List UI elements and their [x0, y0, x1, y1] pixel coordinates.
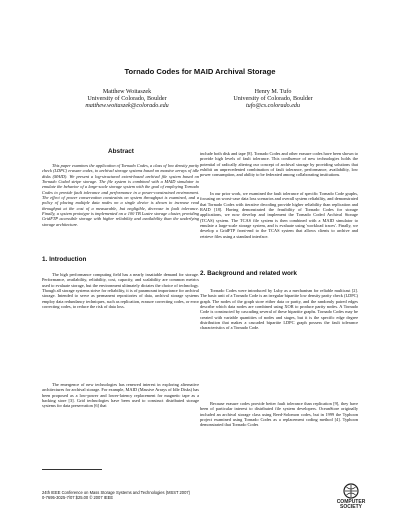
author-block — [188, 89, 358, 111]
author-email: matthew.woitaszek@colorado.edu — [85, 103, 169, 110]
author-block — [42, 89, 212, 111]
footer-divider — [42, 469, 102, 470]
intro-paragraph: The emergence of new technologies has renewed interest in exploring alternative architectures for archival storage. For example, MAID (Massive Arrays of Idle Disks) has been proposed as a low-power and lower-latency replacement for magnetic tape as a backing store [3]. Grid technologies have been used to construct distributed storage systems for data preservation [6] that — [42, 382, 199, 409]
logo-wordmark — [318, 500, 384, 511]
abstract-heading: Abstract — [108, 148, 134, 155]
intro-paragraph: The high performance computing field has a nearly insatiable demand for storage. Performance, availability, reliability, cost, capacity, and scalability are common metrics used to evaluate storage, but the environment ultimately dictates the choice of technology. Though all storage systems strive for reliability, it is of paramount importance for archival storage. Intended to serve as permanent repositories of data, archival storage systems employ data redundancy techniques, such as replication, erasure correcting codes, or error correcting codes, to reduce the risk of data loss. — [42, 272, 199, 310]
body-paragraph: include both disk and tape [8]. Tornado Codes and other erasure codes have been shown to provide high levels of fault tolerance. This confluence of new technologies holds the potential of radically altering our concept of archival storage by providing solutions that exhibit an unprecedented combination of fault tolerance, performance, availability, low power consumption, and ability to be federated among collaborating institutions. — [200, 151, 358, 178]
body-paragraph: In our prior work, we examined the fault tolerance of specific Tornado Code graphs, focusing on worst-case data loss scenarios and overall system reliability, and demonstrated that Tornado Codes with iterative decoding provide higher reliability than replication and RAID [18]. Having demonstrated the feasibility of Tornado Codes for storage applications, we now develop and implement the Tornado Coded Archival Storage (TCAS) system. The TCAS file system is then combined with a MAID simulator to emulate a large-scale storage system, and is evaluate using 'workload traces'. Finally, we develop a GridFTP front-end to the TCAS system that allows clients to archive and retrieve files using a standard interface. — [200, 191, 358, 239]
section-heading-background: 2. Background and related work — [200, 270, 297, 277]
footer-citation — [42, 490, 262, 500]
author-email: tufo@cs.colorado.edu — [245, 103, 300, 110]
author-name: Henry M. Tufo — [254, 89, 292, 95]
author-affiliation: University of Colorado, Boulder — [87, 96, 167, 103]
paper-title: Tornado Codes for MAID Archival Storage — [124, 67, 276, 76]
background-paragraph: Tornado Codes were introduced by Luby as a mechanism for reliable multicast [2]. The basic unit of a Tornado Code is an irregular bipartite low density parity check (LDPC) graph. The nodes of the graph store either data or parity, and the randomly paired edges describe which data nodes are combined using XOR to produce parity nodes. A Tornado Code is constructed by cascading several of these bipartite graphs. Tornado Codes may be created with variable quantities of nodes and stages, but it is the specific edge degree distribution that makes a cascaded bipartite LDPC graph possess the fault tolerance characteristics of a Tornado Code. — [200, 288, 358, 331]
footer-conference: 24th IEEE Conference on Mass Storage Systems and Technologies (MSST 2007) — [42, 490, 190, 495]
author-name: Matthew Woitaszek — [102, 89, 152, 95]
background-paragraph: Because erasure codes provide better fault tolerance than replication [9], they have been of particular interest to distributed file system developers. OceanStore originally included an archival storage class using Reed-Solomon codes, but in 1999 the Typhoon project examined using Tornado Codes as a replacement coding method [4]. Typhoon demonstrated that Tornado Codes — [200, 401, 358, 428]
abstract-text: This paper examines the application of Tornado Codes, a class of low density parity check (LDPC) erasure codes, to archival storage systems based on massive arrays of idle disks (MAID). We present a log-structured extent-based archival file system based on Tornado Coded stripe storage. The file system is combined with a MAID simulator to emulate the behavior of a large-scale storage system with the goal of employing Tornado Codes to provide fault tolerance and performance in a power-constrained environment. The effect of power conservation constraints on system throughput is examined, and a policy of placing multiple data nodes on a single device is shown to increase read throughput at the cost of a measurable, but negligible, decrease in fault tolerance. Finally, a system prototype is implemented on a 100 TB Lustre storage cluster, providing GridFTP accessible storage with higher reliability and availability than the underlying storage architecture. — [42, 163, 199, 227]
author-affiliation: University of Colorado, Boulder — [233, 96, 313, 103]
logo-line: SOCIETY — [340, 504, 362, 511]
logo-line: COMPUTER — [336, 499, 366, 505]
footer-copyright: 0-7695-3025-7/07 $25.00 © 2007 IEEE — [42, 495, 114, 500]
section-heading-introduction: 1. Introduction — [42, 256, 87, 263]
